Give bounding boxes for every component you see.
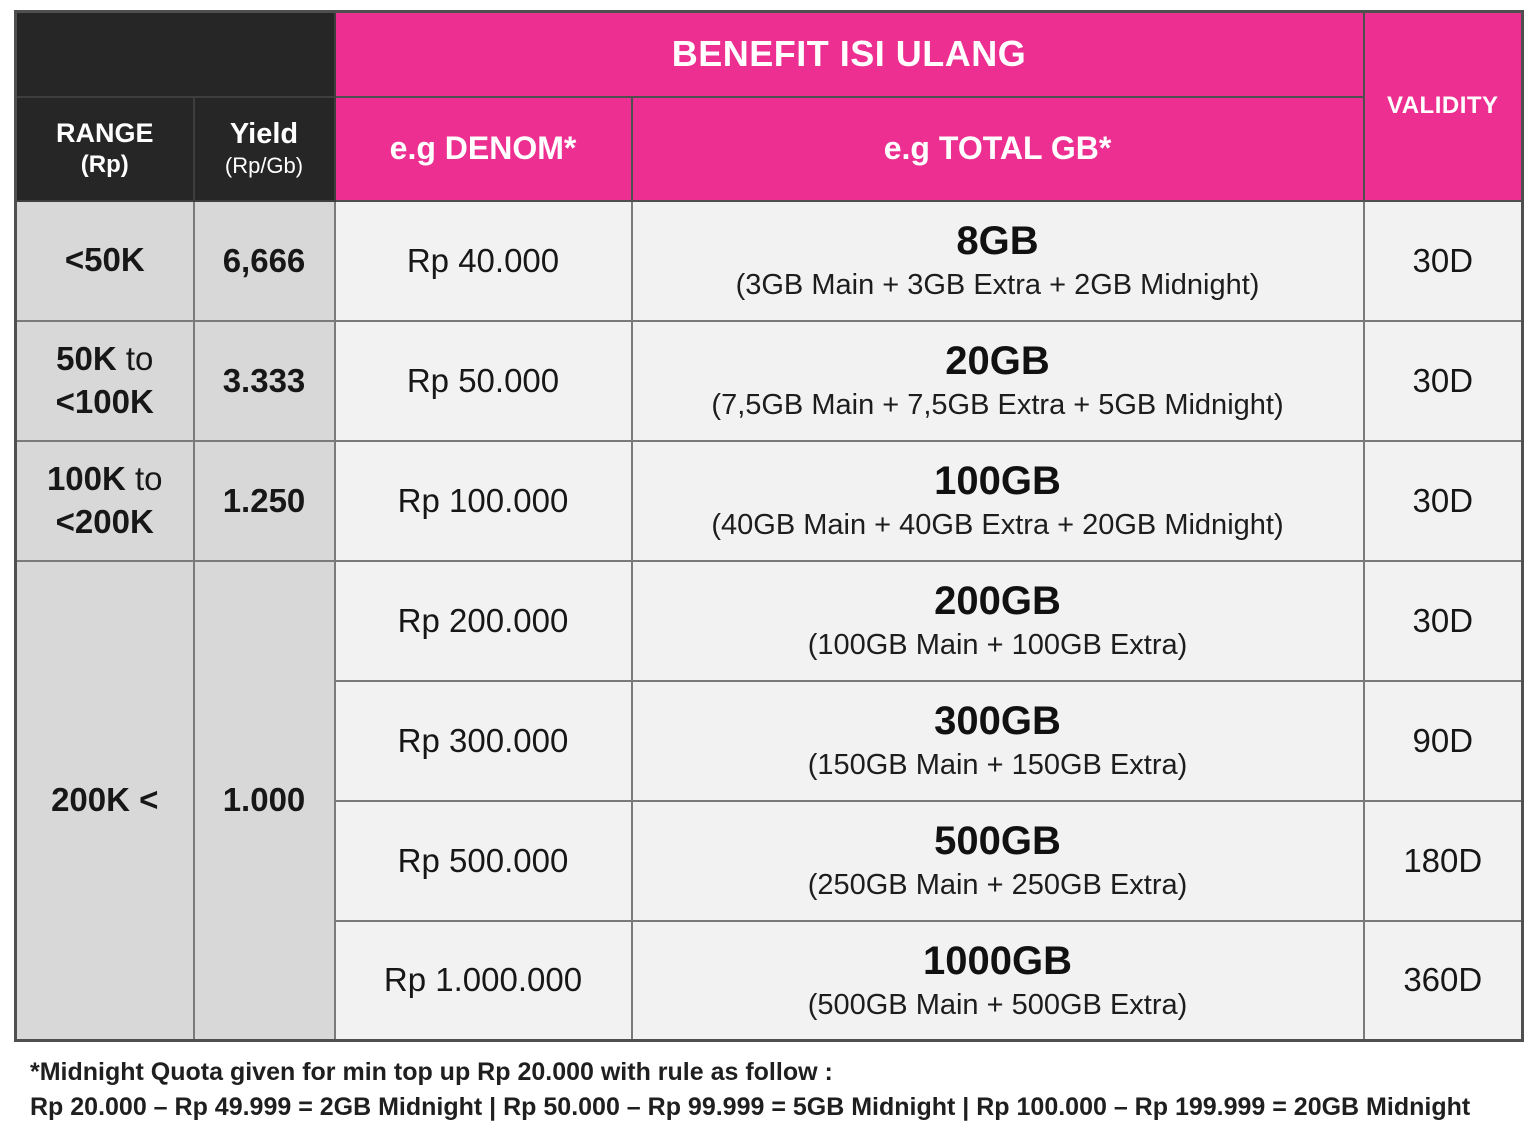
topup-benefit-table-wrap [14, 10, 1524, 1042]
total-gb-cell [632, 561, 1364, 681]
total-gb-detail: (500GB Main + 500GB Extra) [807, 988, 1188, 1021]
validity-cell: 90D [1364, 681, 1523, 801]
total-gb-value: 8GB [956, 218, 1039, 263]
denom-cell: Rp 40.000 [335, 201, 632, 321]
denom-cell: Rp 300.000 [335, 681, 632, 801]
range-line1 [17, 458, 193, 501]
range-header-unit: (Rp) [80, 151, 129, 179]
total-gb-value: 1000GB [923, 938, 1072, 983]
table-row [16, 561, 1523, 681]
total-gb-detail: (150GB Main + 150GB Extra) [807, 748, 1188, 781]
range-value: <50K [64, 241, 145, 279]
range-line1 [17, 338, 193, 381]
total-gb-value: 300GB [934, 698, 1061, 743]
validity-cell: 360D [1364, 921, 1523, 1041]
total-gb-cell [632, 321, 1364, 441]
total-gb-value: 100GB [934, 458, 1061, 503]
total-gb-value: 500GB [934, 818, 1061, 863]
total-gb-cell [632, 201, 1364, 321]
denom-header: e.g DENOM* [335, 97, 632, 201]
range-line2: <100K [55, 382, 154, 420]
yield-cell: 1.250 [194, 441, 335, 561]
range-cell [16, 201, 194, 321]
range-header [16, 97, 194, 201]
total-gb-cell [632, 801, 1364, 921]
topup-benefit-table [14, 10, 1524, 1042]
range-line1 [17, 239, 193, 282]
table-row [16, 201, 1523, 321]
denom-cell: Rp 100.000 [335, 441, 632, 561]
range-value: 100K [46, 459, 126, 497]
yield-cell: 3.333 [194, 321, 335, 441]
range-connector: to [116, 339, 154, 377]
yield-header [194, 97, 335, 201]
range-cell [16, 321, 194, 441]
total-gb-header: e.g TOTAL GB* [632, 97, 1364, 201]
total-gb-detail: (40GB Main + 40GB Extra + 20GB Midnight) [711, 508, 1284, 541]
total-gb-detail: (100GB Main + 100GB Extra) [807, 628, 1188, 661]
denom-cell: Rp 500.000 [335, 801, 632, 921]
denom-cell: Rp 50.000 [335, 321, 632, 441]
total-gb-detail: (7,5GB Main + 7,5GB Extra + 5GB Midnight) [711, 388, 1284, 421]
table-row [16, 441, 1523, 561]
validity-cell: 30D [1364, 321, 1523, 441]
total-gb-cell [632, 681, 1364, 801]
header-row-sub [16, 97, 1523, 201]
footnote-midnight-rules: Rp 20.000 – Rp 49.999 = 2GB Midnight | Rp 50.000 – Rp 99.999 = 5GB Midnight | Rp 100.000 – Rp 199.999 = 20GB Midnight [30, 1093, 1471, 1121]
denom-cell: Rp 200.000 [335, 561, 632, 681]
range-line2: <200K [55, 502, 154, 540]
validity-header: VALIDITY [1364, 12, 1523, 201]
range-value: 50K [56, 339, 117, 377]
yield-header-label: Yield [229, 117, 299, 150]
total-gb-value: 200GB [934, 578, 1061, 623]
range-connector: to [125, 459, 163, 497]
yield-cell: 1.000 [194, 561, 335, 1041]
yield-header-unit: (Rp/Gb) [224, 152, 304, 178]
total-gb-cell [632, 921, 1364, 1041]
table-row [16, 321, 1523, 441]
header-row-top [16, 12, 1523, 97]
footnote [30, 1058, 1470, 1122]
range-cell [16, 561, 194, 1041]
range-line1 [17, 779, 193, 822]
benefit-isi-ulang-header: BENEFIT ISI ULANG [335, 12, 1364, 97]
total-gb-cell [632, 441, 1364, 561]
validity-cell: 30D [1364, 441, 1523, 561]
range-value: 200K < [51, 780, 159, 818]
validity-cell: 30D [1364, 201, 1523, 321]
yield-cell: 6,666 [194, 201, 335, 321]
total-gb-detail: (250GB Main + 250GB Extra) [807, 868, 1188, 901]
total-gb-value: 20GB [945, 338, 1050, 383]
range-header-label: RANGE [55, 117, 154, 148]
footnote-rule-intro: *Midnight Quota given for min top up Rp 20.000 with rule as follow : [30, 1058, 833, 1086]
corner-cell [16, 12, 335, 97]
total-gb-detail: (3GB Main + 3GB Extra + 2GB Midnight) [735, 268, 1260, 301]
validity-cell: 180D [1364, 801, 1523, 921]
validity-cell: 30D [1364, 561, 1523, 681]
denom-cell: Rp 1.000.000 [335, 921, 632, 1041]
range-cell [16, 441, 194, 561]
